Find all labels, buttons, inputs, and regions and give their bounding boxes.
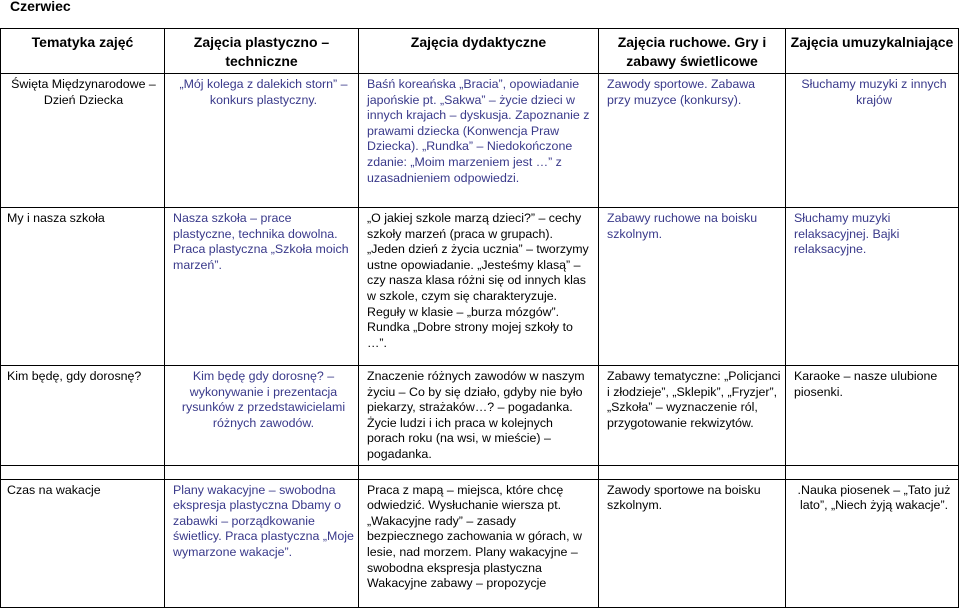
art-cell: Plany wakacyjne – swobodna ekspresja plastyczna Dbamy o zabawki – porządkowanie świetlicy. Praca plastyczna „Moje wymarzone wakacje”.	[165, 479, 359, 607]
music-cell: Karaoke – nasze ulubione piosenki.	[786, 366, 959, 466]
art-cell: Kim będę gdy dorosnę? – wykonywanie i prezentacja rysunków z przedstawicielami różnych zawodów.	[165, 366, 359, 466]
activity-plan-table	[0, 28, 959, 608]
music-cell: Słuchamy muzyki z innych krajów	[786, 74, 959, 208]
didactic-cell: Praca z mapą – miejsca, które chcę odwiedzić. Wysłuchanie wiersza pt. „Wakacyjne rady” – zasady bezpiecznego zachowania w górach, w lesie, nad morzem. Plany wakacyjne – swobodna ekspresja plastyczna Wakacyjne zabawy – propozycje	[359, 479, 599, 607]
topic-cell: Święta Międzynarodowe – Dzień Dziecka	[1, 74, 165, 208]
didactic-cell: „O jakiej szkole marzą dzieci?” – cechy szkoły marzeń (praca w grupach). „Jeden dzień z życia ucznia” – tworzymy ustne opowiadanie. „Jesteśmy klasą” – czy nasza klasa różni się od innych klas w szkole, czym się charakteryzuje. Reguły w klasie – „burza mózgów”. Rundka „Dobre strony mojej szkoły to …”.	[359, 208, 599, 366]
movement-cell: Zawody sportowe. Zabawa przy muzyce (konkursy).	[599, 74, 786, 208]
header-music: Zajęcia umuzykalniające	[786, 29, 959, 74]
didactic-cell: Znaczenie różnych zawodów w naszym życiu – Co by się działo, gdyby nie było piekarzy, strażaków…? – pogadanka. Życie ludzi i ich praca w kolejnych porach roku (na wsi, w mieście) – pogadanka.	[359, 366, 599, 466]
table-row	[1, 366, 959, 466]
art-cell: „Mój kolega z dalekich storn” – konkurs plastyczny.	[165, 74, 359, 208]
header-movement: Zajęcia ruchowe. Gry i zabawy świetlicowe	[599, 29, 786, 74]
table-row	[1, 208, 959, 366]
topic-cell: Kim będę, gdy dorosnę?	[1, 366, 165, 466]
table-header-row	[1, 29, 959, 74]
movement-cell: Zabawy tematyczne: „Policjanci i złodzieje”, „Sklepik”, „Fryzjer”, „Szkoła” – wyznaczenie ról, przygotowanie rekwizytów.	[599, 366, 786, 466]
table-row	[1, 74, 959, 208]
movement-cell: Zabawy ruchowe na boisku szkolnym.	[599, 208, 786, 366]
music-cell: .Nauka piosenek – „Tato już lato”, „Niech żyją wakacje”.	[786, 479, 959, 607]
music-cell: Słuchamy muzyki relaksacyjnej. Bajki relaksacyjne.	[786, 208, 959, 366]
topic-cell: Czas na wakacje	[1, 479, 165, 607]
page-title: Czerwiec	[10, 0, 71, 14]
table-spacer	[1, 465, 959, 479]
header-topic: Tematyka zajęć	[1, 29, 165, 74]
table-row	[1, 479, 959, 607]
didactic-cell: Baśń koreańska „Bracia”, opowiadanie japońskie pt. „Sakwa” – życie dzieci w innych krajach – dyskusja. Zapoznanie z prawami dziecka (Konwencja Praw Dziecka). „Rundka” – Niedokończone zdanie: „Moim marzeniem jest …” z uzasadnieniem odpowiedzi.	[359, 74, 599, 208]
header-didactic: Zajęcia dydaktyczne	[359, 29, 599, 74]
art-cell: Nasza szkoła – prace plastyczne, technika dowolna. Praca plastyczna „Szkoła moich marzeń”.	[165, 208, 359, 366]
header-art: Zajęcia plastyczno – techniczne	[165, 29, 359, 74]
topic-cell: My i nasza szkoła	[1, 208, 165, 366]
movement-cell: Zawody sportowe na boisku szkolnym.	[599, 479, 786, 607]
